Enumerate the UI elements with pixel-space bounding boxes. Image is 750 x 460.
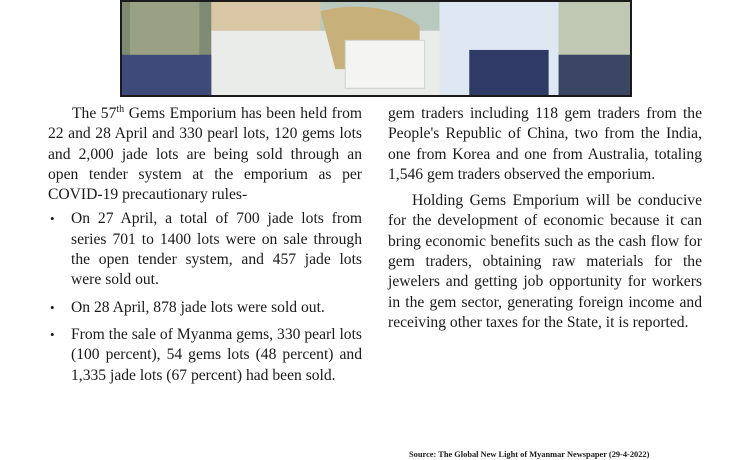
benefits-paragraph: Holding Gems Emporium will be conducive for the development of economic because it can bring economic benefits such as the cash flow for gem traders, obtaining raw materials for the jewelers and getting job opportunity for workers in the gem sector, generating foreign income and receiving other taxes for the State, it is reported. — [388, 192, 702, 331]
emporium-photo — [120, 0, 632, 97]
photo-illustration — [122, 2, 630, 95]
bullet-text: On 28 April, 878 jade lots were sold out. — [71, 298, 325, 316]
intro-text-rest: Gems Emporium has been held from 22 and 28 April and 330 pearl lots, 120 gems lots and 2,000 jade lots are being sold through an open tender system at the emporium as per COVID-19 precautionary rules- — [48, 105, 362, 204]
source-citation: Source: The Global New Light of Myanmar Newspaper (29-4-2022) — [409, 450, 650, 459]
bullet-icon: • — [50, 211, 55, 227]
bullet-text: From the sale of Myanma gems, 330 pearl lots (100 percent), 54 gems lots (48 percent) and 1,335 jade lots (67 percent) had been sold. — [71, 325, 362, 384]
bullet-icon: • — [50, 326, 55, 342]
list-item — [48, 325, 362, 386]
sales-bullet-list — [48, 209, 362, 385]
bullet-icon: • — [50, 299, 55, 315]
intro-paragraph — [48, 104, 362, 205]
intro-text-start: The 57 — [72, 105, 117, 122]
bullet-text: On 27 April, a total of 700 jade lots from series 701 to 1400 lots were on sale through the open tender system, and 457 jade lots were sold out. — [71, 210, 362, 289]
list-item — [48, 298, 362, 318]
right-column — [388, 104, 702, 333]
traders-paragraph: gem traders including 118 gem traders from the People's Republic of China, two from the India, one from Korea and one from Australia, totaling 1,546 gem traders observed the emporium. — [388, 105, 702, 183]
ordinal-suffix: th — [116, 103, 125, 115]
list-item — [48, 209, 362, 290]
left-column — [48, 104, 362, 393]
